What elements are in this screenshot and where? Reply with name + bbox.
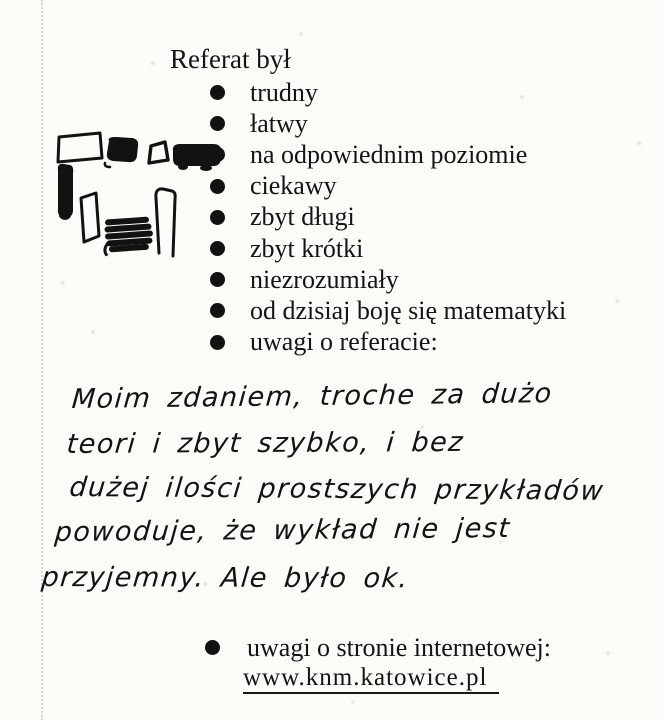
page-title: Referat był: [170, 44, 291, 74]
option-label: ciekawy: [250, 171, 337, 201]
option-item-trudny: [170, 77, 566, 108]
option-label: trudny: [250, 77, 318, 107]
doodle-filled-blob: [107, 137, 138, 162]
option-label: uwagi o referacie:: [250, 327, 438, 357]
doodle-ink-blot: [59, 210, 71, 220]
option-label: łatwy: [250, 108, 308, 138]
handwriting-line: powoduje, że wykład nie jest: [53, 513, 512, 548]
doodle-ink-drip: [200, 165, 212, 171]
bullet-icon: [205, 640, 220, 655]
option-label: zbyt długi: [250, 202, 355, 232]
handwriting-line: przyjemny. Ale było ok.: [40, 562, 411, 595]
doodle-small-square: [149, 142, 168, 163]
option-item-uwagi-o-referacie: [170, 327, 566, 358]
doodle-ink-drip: [178, 164, 188, 170]
doodle-outline-rectangle: [58, 133, 102, 162]
doodle-tall-narrow-outline: [156, 189, 175, 256]
option-label: od dzisiaj boję się matematyki: [250, 295, 567, 325]
website-url[interactable]: www.knm.katowice.pl: [243, 664, 499, 694]
doodle-slanted-box: [81, 193, 99, 242]
option-item-niezrozumialy: [170, 264, 566, 295]
handwriting-line: Moim zdaniem, troche za dużo: [70, 378, 554, 415]
bullet-icon: [210, 303, 225, 318]
footer-url-row: [243, 664, 551, 695]
footer-prompt-row: [170, 632, 551, 663]
doodle-striped-scribble: [103, 220, 151, 255]
scan-margin-dotted-line: [41, 0, 43, 720]
bullet-icon: [210, 335, 225, 350]
scan-noise-speckles: [0, 0, 2, 2]
option-label: niezrozumiały: [250, 264, 399, 294]
doodle-filled-vertical-blob: [58, 164, 73, 217]
pen-scribble-doodle: [45, 125, 230, 260]
option-item-boje-sie-matematyki: [170, 295, 566, 326]
option-label: na odpowiednim poziomie: [250, 139, 528, 169]
doodle-big-filled-rectangle: [173, 144, 221, 166]
handwriting-line: teori i zbyt szybko, i bez: [65, 426, 466, 460]
website-feedback-block: [170, 632, 551, 695]
doodle-pen-tail: [105, 163, 110, 167]
bullet-icon: [210, 85, 225, 100]
footer-prompt-label: uwagi o stronie internetowej:: [247, 632, 551, 662]
bullet-icon: [210, 272, 225, 287]
option-label: zbyt krótki: [250, 233, 364, 263]
handwriting-line: dużej ilości prostszych przykładów: [68, 472, 606, 507]
